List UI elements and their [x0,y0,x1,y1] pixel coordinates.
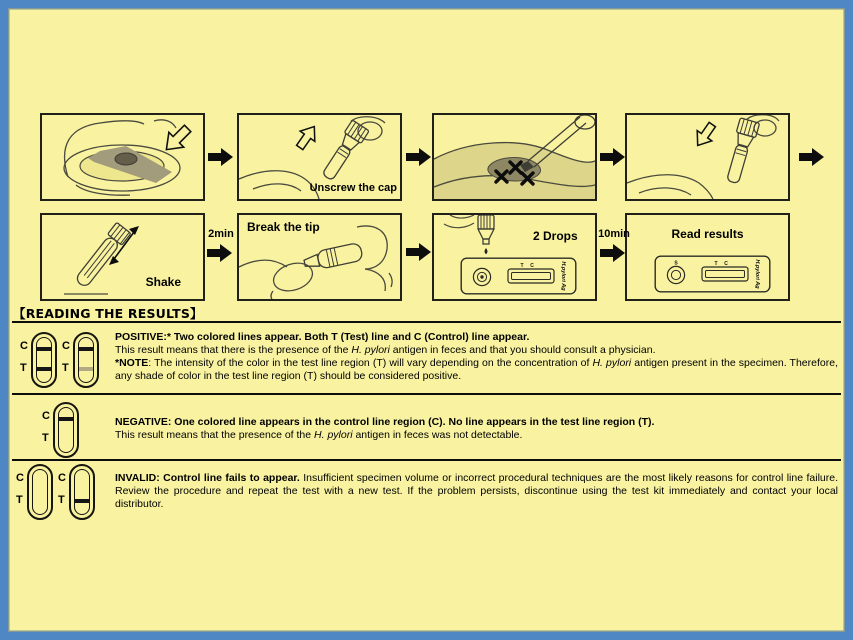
cassette-strip-icon [42,402,84,460]
toilet-illustration [42,115,203,199]
arrow-right-icon [799,147,825,167]
control-line [79,347,93,351]
step-break-tip-panel [237,213,402,301]
drop-icon [485,248,488,254]
positive-line-1: POSITIVE:* Two colored lines appear. Both T (Test) line and C (Control) line appear. [115,331,530,343]
step-read-results-panel [625,213,790,301]
scoop-specimen-illustration [434,115,595,199]
cassette-window-t-label: T [714,261,718,267]
cassette-window-t-label: T [520,263,524,269]
control-line-label: C [20,340,28,352]
control-line-label: C [62,340,70,352]
positive-result-strips [20,332,104,390]
arrow-right-icon [406,147,432,167]
test-line [79,367,93,371]
test-line [37,367,51,371]
section-divider [12,393,841,395]
arrow-right-icon [600,147,626,167]
step-scoop-specimen-panel [432,113,597,201]
strip-window [73,332,99,388]
invalid-paragraph: INVALID: Control line fails to appear. Insufficient specimen volume or incorrect procedural techniques are the most likely reasons for control line failure. Review the procedure and repeat the test with a new test. If the problem persists, discontinue using the test kit immediately and contact your local distributor. [115,472,838,510]
test-line-label: T [20,362,27,374]
timer-10min-label: 10min [598,228,630,240]
reading-results-header: 【READING THE RESULTS】 [13,306,203,321]
positive-note: *NOTE: The intensity of the color in the test line region (T) will vary depending on the concentration of H. pylori antigen present in the specimen. Therefore, any shade of color in the test line region (T) should be considered positive. [115,357,838,382]
test-line-label: T [58,494,65,506]
step-add-drops-panel [432,213,597,301]
test-line-label: T [62,362,69,374]
caption-shake: Shake [145,275,181,289]
cassette-side-label: H.pylori Ag [560,261,566,291]
negative-result-text [115,416,838,442]
cassette-strip-icon [16,464,58,522]
control-line-label: C [58,472,66,484]
header-underline [12,321,841,323]
caption-break-the-tip: Break the tip [247,220,320,234]
cassette-strip-icon [58,464,100,522]
step-collect-specimen-panel [40,113,205,201]
hollow-arrow-down-left-icon [690,119,719,150]
test-cassette [654,255,771,293]
arrow-right-icon [600,243,626,263]
step-screw-cap-back-panel [625,113,790,201]
cassette-window-c-label: C [530,263,534,269]
control-line [37,347,51,351]
negative-line-1: NEGATIVE: One colored line appears in the control line region (C). No line appears in the test line region (T). [115,416,655,428]
arrow-right-icon [208,147,234,167]
sample-well-icon [480,275,483,278]
caption-read-results: Read results [671,227,744,241]
test-line-label: T [42,432,49,444]
screw-cap-illustration [627,115,788,199]
step-unscrew-cap-panel [237,113,402,201]
invalid-result-text [115,472,838,511]
strip-window [31,332,57,388]
timer-2min-label: 2min [208,228,234,240]
arrow-right-icon [406,242,432,262]
strip-window [69,464,95,520]
cassette-strip-icon [20,332,62,390]
negative-line-2: This result means that the presence of the H. pylori antigen in feces was not detectable. [115,429,523,441]
invalid-result-strips [16,464,100,522]
cassette-side-label: H.pylori Ag [754,259,760,289]
test-line [75,499,89,503]
positive-result-text [115,331,838,383]
arrow-right-icon [207,243,233,263]
control-line-label: C [16,472,24,484]
control-line [59,417,73,421]
cassette-well-label: S [674,260,678,267]
test-cassette [460,257,577,295]
hollow-arrow-up-right-icon [292,121,321,152]
step-shake-panel [40,213,205,301]
caption-2-drops: 2 Drops [533,229,578,243]
positive-line-2: This result means that there is the presence of the H. pylori antigen in feces and that you should consult a physician. [115,344,656,356]
control-line-label: C [42,410,50,422]
test-line-label: T [16,494,23,506]
cassette-window-c-label: C [724,261,728,267]
caption-unscrew-the-cap: Unscrew the cap [309,182,397,194]
section-divider [12,459,841,461]
negative-result-strips [42,402,84,460]
cassette-strip-icon [62,332,104,390]
strip-window [27,464,53,520]
strip-window [53,402,79,458]
